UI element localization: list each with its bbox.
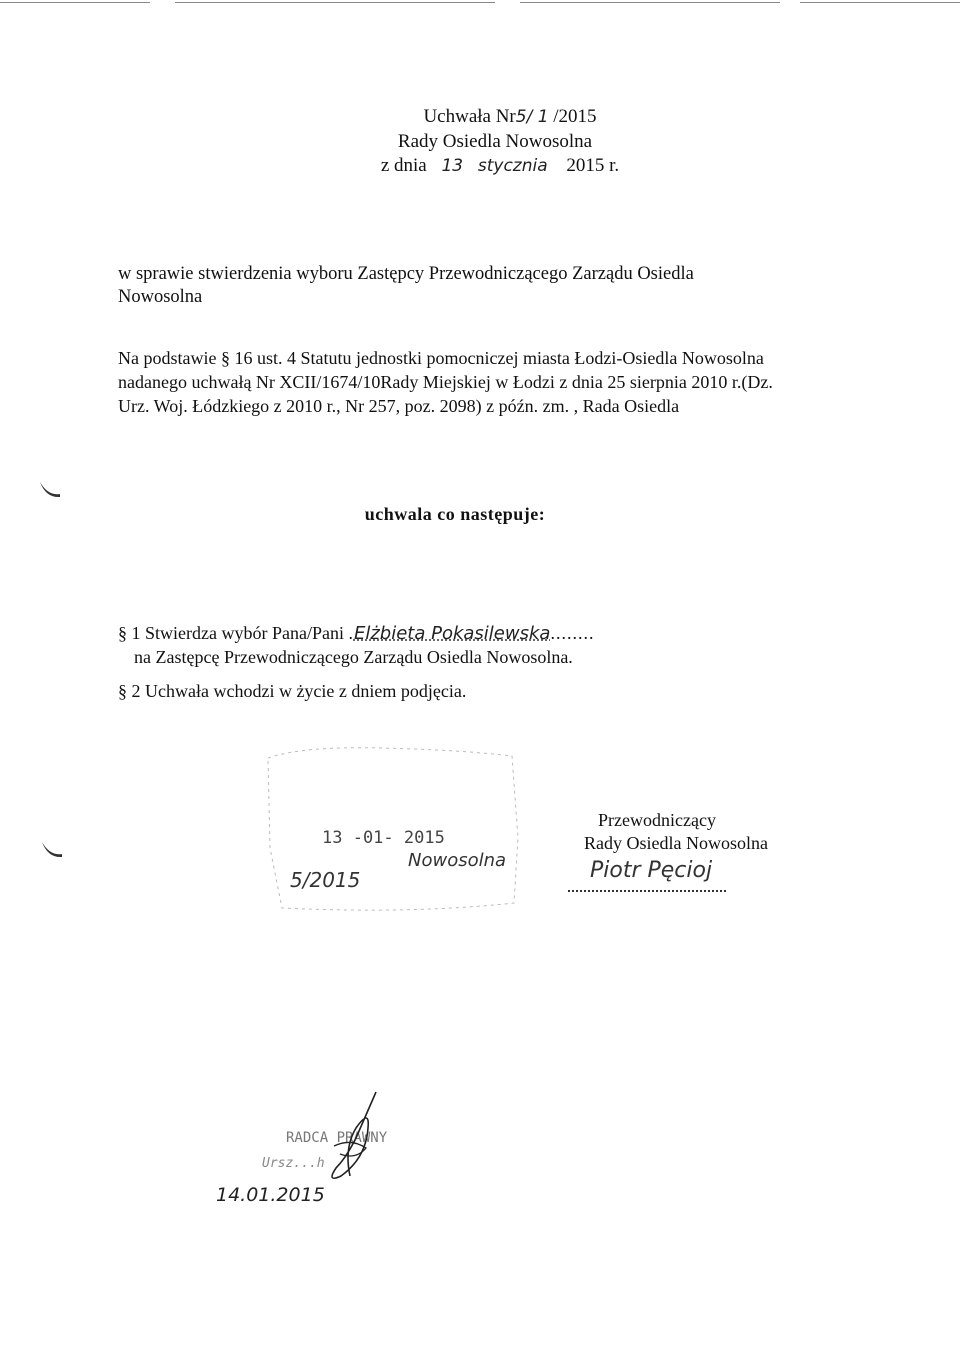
date-day-handwritten: 13 (441, 156, 464, 176)
council-name: Rady Osiedla Nowosolna (397, 131, 593, 152)
title-suffix: /2015 (553, 106, 597, 127)
legal-stamp-date-handwritten: 14.01.2015 (216, 1184, 325, 1206)
paragraph-1-line-2: na Zastępcę Przewodniczącego Zarządu Osiedla Nowosolna. (134, 647, 573, 667)
stamp-handwritten-note: Nowosolna (408, 850, 507, 871)
paragraph-1: § 1 Stwierdza wybór Pana/Pani .Elżbieta Pokasilewska........ (118, 623, 595, 644)
legal-stamp-name: Ursz...h (262, 1156, 325, 1171)
punch-mark-icon (40, 838, 64, 858)
legal-advisor-signature-icon (306, 1088, 396, 1188)
signature-line (568, 890, 726, 892)
top-rule (0, 2, 150, 3)
legal-stamp-title: RADCA PRAWNY (286, 1130, 388, 1146)
resolution-date (0, 155, 960, 177)
legal-advisor-stamp (216, 1088, 476, 1208)
date-suffix: 2015 r. (566, 155, 620, 176)
legal-basis-line-3: Urz. Woj. Łódzkiego z 2010 r., Nr 257, poz. 2098) z późn. zm. , Rada Osiedla (118, 396, 680, 416)
subject-line-1: w sprawie stwierdzenia wyboru Zastępcy Przewodniczącego Zarządu Osiedla (118, 264, 694, 284)
registration-stamp (262, 738, 524, 916)
date-prefix: z dnia (380, 155, 427, 176)
stamp-date: 13 -01- 2015 (322, 828, 445, 848)
resolution-title (0, 106, 960, 128)
resolution-number-handwritten: 5/ 1 (515, 107, 549, 127)
top-rule (175, 2, 495, 3)
punch-mark-icon (38, 478, 62, 498)
signatory-role: Przewodniczący (598, 810, 716, 830)
signatory-council: Rady Osiedla Nowosolna (584, 833, 768, 853)
chairman-signature: Piotr Pęcioj (590, 858, 713, 883)
title-prefix: Uchwała Nr (423, 106, 516, 127)
subject-line-2: Nowosolna (118, 287, 203, 307)
top-rule (520, 2, 780, 3)
resolves-heading: uchwala co następuje: (364, 504, 546, 524)
appointee-name-handwritten: Elżbieta Pokasilewska (353, 623, 551, 644)
paragraph-2: § 2 Uchwała wchodzi w życie z dniem podjęcia. (118, 681, 467, 701)
top-rule (800, 2, 960, 3)
stamp-registration-number: 5/2015 (290, 868, 361, 892)
legal-basis-line-2: nadanego uchwałą Nr XCII/1674/10Rady Miejskiej w Łodzi z dnia 25 sierpnia 2010 r.(Dz. (118, 372, 773, 392)
date-month-handwritten: stycznia (477, 156, 548, 176)
legal-basis-line-1: Na podstawie § 16 ust. 4 Statutu jednostki pomocniczej miasta Łodzi-Osiedla Nowosolna (118, 348, 764, 368)
paragraph-1-text: § 1 Stwierdza wybór Pana/Pani (118, 623, 344, 643)
